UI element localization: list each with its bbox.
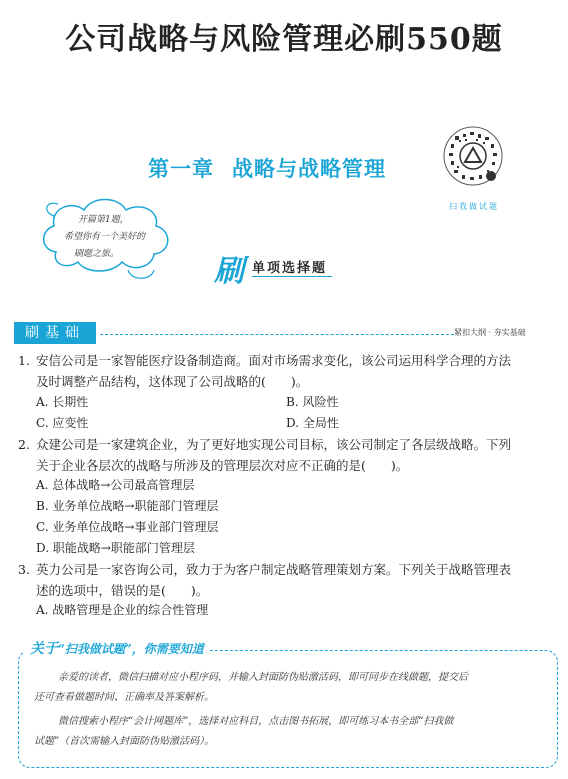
question-text: 英力公司是一家咨询公司，致力于为客户制定战略管理策划方案。下列关于战略管理表 xyxy=(36,562,512,577)
chapter-number: 第一章 xyxy=(148,157,214,181)
question-3 xyxy=(18,559,558,601)
question-number: 1. xyxy=(18,353,30,368)
notice-title-prefix: 关于 xyxy=(30,641,58,657)
question-text: 安信公司是一家智能医疗设备制造商。面对市场需求变化，该公司运用科学合理的方法 xyxy=(36,353,512,368)
notice-paragraph-2 xyxy=(34,712,542,732)
chapter-title xyxy=(148,153,386,183)
chapter-name: 战略与战略管理 xyxy=(232,157,386,181)
notice-text: 还可查看做题时间、正确率及答案解析。 xyxy=(34,692,214,703)
section-divider xyxy=(100,334,454,335)
option-a[interactable]: A. 长期性 xyxy=(36,395,89,409)
brush-char: 刷 xyxy=(214,254,244,289)
option-a[interactable]: A. 总体战略→公司最高管理层 xyxy=(36,478,195,492)
cloud-line-1: 开篇第1题， xyxy=(78,215,129,225)
option-b[interactable]: B. 业务单位战略→职能部门管理层 xyxy=(36,499,219,513)
notice-text: 试题”（首次需输入封面防伪贴激活码）。 xyxy=(34,736,215,747)
notice-text: 亲爱的读者，微信扫描对应小程序码，并输入封面防伪贴激活码，即可同步在线做题，提交后 xyxy=(58,672,468,683)
option-c[interactable]: C. 业务单位战略→事业部门管理层 xyxy=(36,520,219,534)
question-number: 3. xyxy=(18,562,30,577)
cloud-line-2: 希望你有一个美好的 xyxy=(64,232,146,242)
brush-underline xyxy=(252,276,332,277)
book-title: 公司战略与风险管理必刷550题 xyxy=(65,22,503,57)
notice-title-rest: “扫我做试题”，你需要知道 xyxy=(58,642,204,656)
section-right-label: 紧扣大纲 · 夯实基础 xyxy=(454,328,526,337)
cloud-text xyxy=(64,212,174,263)
question-text: 关于企业各层次的战略与所涉及的管理层次对应不正确的是( )。 xyxy=(36,458,409,473)
question-1 xyxy=(18,350,558,392)
notice-title xyxy=(24,638,210,658)
notice-paragraph-1 xyxy=(34,668,542,688)
question-number: 2. xyxy=(18,437,30,452)
qr-code-icon[interactable] xyxy=(443,126,503,186)
question-text: 及时调整产品结构，这体现了公司战略的( )。 xyxy=(36,374,309,389)
question-text: 述的选项中，错误的是( )。 xyxy=(36,583,209,598)
option-c[interactable]: C. 应变性 xyxy=(36,416,89,430)
option-d[interactable]: D. 全局性 xyxy=(286,416,339,430)
question-2 xyxy=(18,434,558,476)
section-tag: 刷基础 xyxy=(14,322,96,344)
cloud-line-3: 刷题之旅。 xyxy=(74,249,120,259)
option-d[interactable]: D. 职能战略→职能部门管理层 xyxy=(36,541,195,555)
question-text: 众建公司是一家建筑企业，为了更好地实现公司目标，该公司制定了各层级战略。下列 xyxy=(36,437,512,452)
option-a[interactable]: A. 战略管理是企业的综合性管理 xyxy=(36,603,209,617)
option-b[interactable]: B. 风险性 xyxy=(286,395,339,409)
qr-caption: 扫我做试题 xyxy=(449,202,499,211)
notice-text: 微信搜索小程序“会计网题库”，选择对应科目，点击图书拓展，即可练习本书全部“扫我做 xyxy=(58,716,454,727)
question-type-label: 单项选择题 xyxy=(252,261,328,276)
